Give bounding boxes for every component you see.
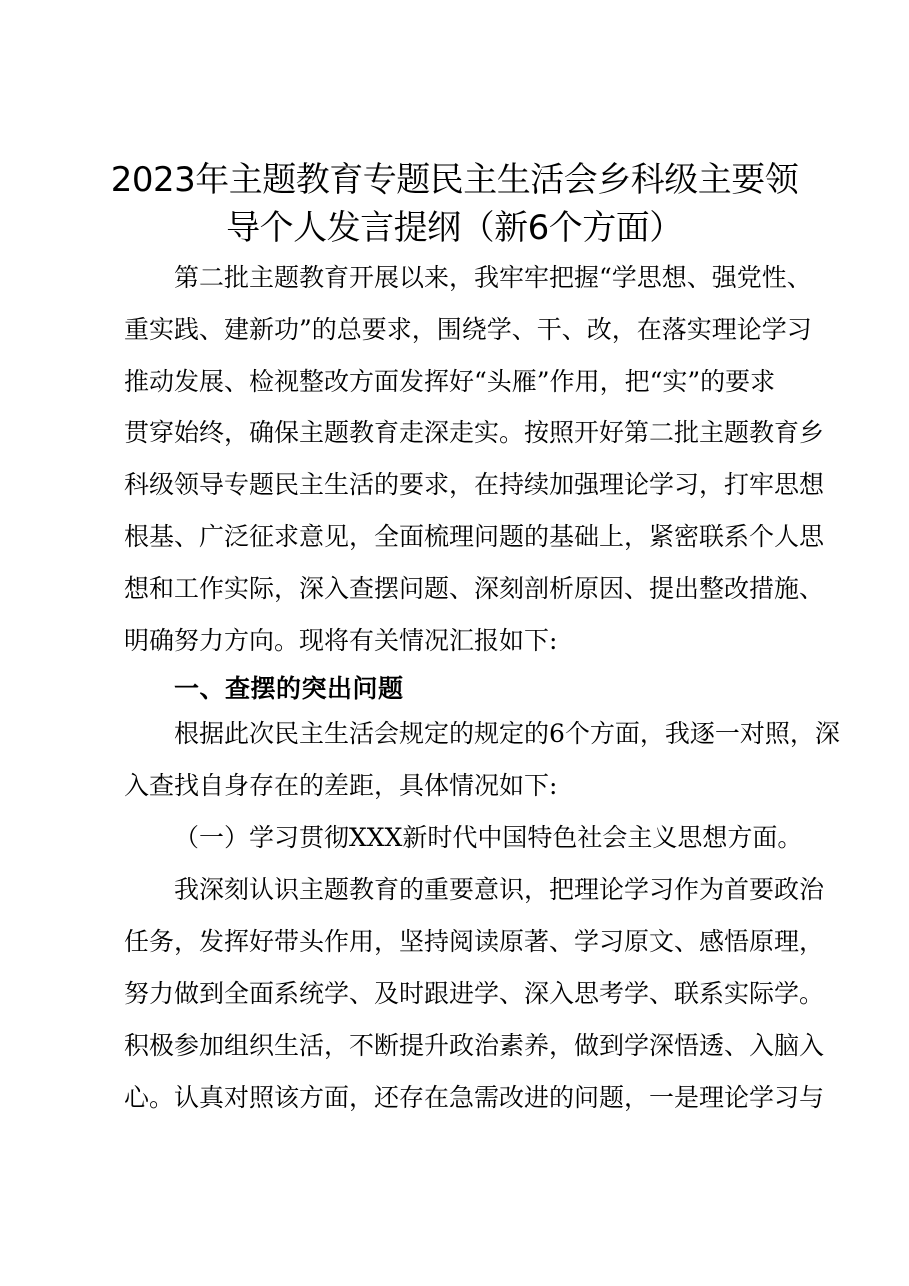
paragraph-line: 重实践、建新功”的总要求，围绕学、干、改，在落实理论学习 — [124, 315, 812, 344]
section-heading: 一、查摆的突出问题 — [174, 674, 404, 703]
document-title-line-1: 2023年主题教育专题民主生活会乡科级主要领 — [110, 160, 799, 200]
paragraph-line: 推动发展、检视整改方面发挥好“头雁”作用，把“实”的要求 — [124, 367, 776, 396]
paragraph-line: 第二批主题教育开展以来，我牢牢把握“学思想、强党性、 — [174, 263, 812, 292]
paragraph-line: 努力做到全面系统学、及时跟进学、深入思考学、联系实际学。 — [124, 979, 825, 1008]
paragraph-line: 我深刻认识主题教育的重要意识，把理论学习作为首要政治 — [174, 875, 825, 904]
document-title-line-2: 导个人发言提纲（新6个方面） — [226, 208, 683, 248]
paragraph-line: 根基、广泛征求意见，全面梳理问题的基础上，紧密联系个人思 — [124, 522, 825, 551]
paragraph-line: 任务，发挥好带头作用，坚持阅读原著、学习原文、感悟原理， — [124, 927, 825, 956]
paragraph-line: 想和工作实际，深入查摆问题、深刻剖析原因、提出整改措施、 — [124, 574, 825, 603]
paragraph-line: 科级领导专题民主生活的要求，在持续加强理论学习，打牢思想 — [124, 470, 825, 499]
paragraph-line: 入查找自身存在的差距，具体情况如下: — [124, 771, 558, 800]
paragraph-line: 根据此次民主生活会规定的规定的6个方面，我逐一对照，深 — [174, 719, 840, 748]
subsection-heading: （一）学习贯彻XXX新时代中国特色社会主义思想方面。 — [174, 823, 803, 852]
paragraph-line: 积极参加组织生活，不断提升政治素养，做到学深悟透、入脑入 — [124, 1031, 825, 1060]
paragraph-line: 心。认真对照该方面，还存在急需改进的问题，一是理论学习与 — [124, 1083, 825, 1112]
paragraph-line: 贯穿始终，确保主题教育走深走实。按照开好第二批主题教育乡 — [124, 418, 825, 447]
paragraph-line: 明确努力方向。现将有关情况汇报如下: — [124, 626, 558, 655]
